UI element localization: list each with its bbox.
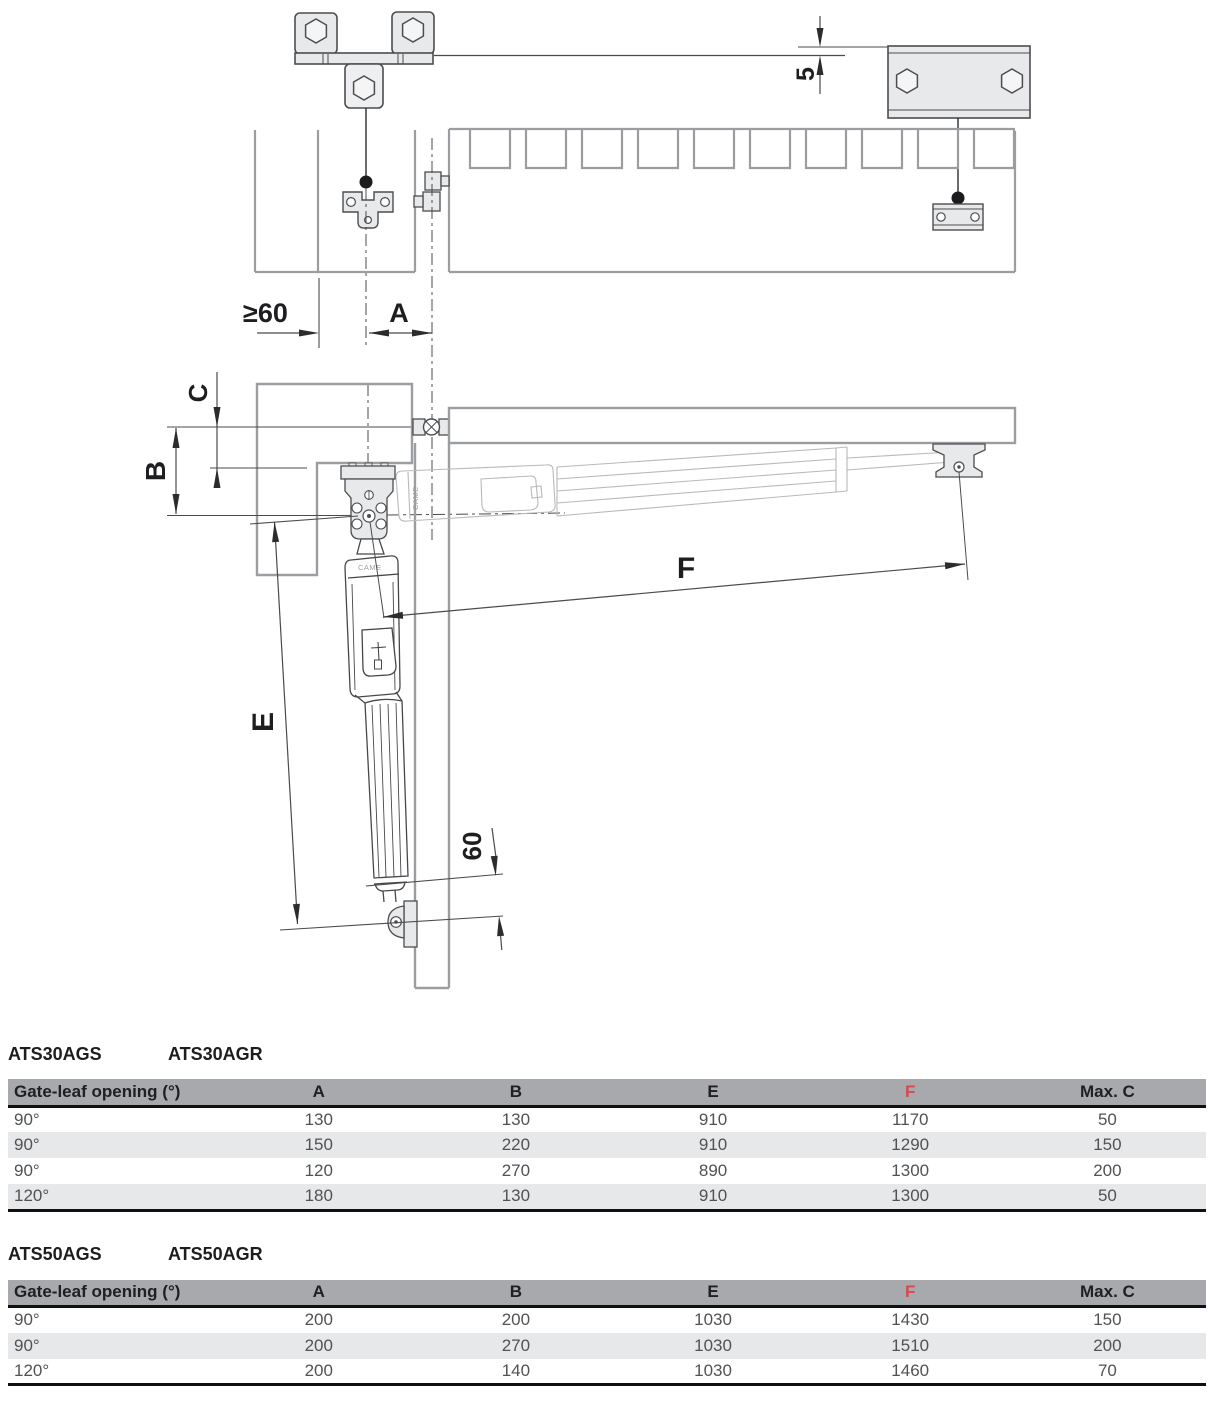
table-cell: 90° (14, 1335, 40, 1355)
table-cell: 200 (304, 1360, 333, 1380)
table-cell: 1510 (891, 1335, 930, 1355)
model-name: ATS30AGS (8, 1043, 102, 1064)
hex-bolt-icon (1002, 69, 1023, 93)
column-header: E (614, 1079, 811, 1106)
leader-dot (952, 192, 965, 205)
model-name: ATS30AGR (168, 1043, 263, 1064)
table-cell: 70 (1097, 1360, 1117, 1380)
table-cell: 90° (14, 1135, 40, 1154)
table-cell: 180 (304, 1186, 333, 1206)
table-cell: 50 (1097, 1186, 1117, 1206)
table-row (8, 1307, 1206, 1333)
foot-bracket (388, 901, 417, 947)
table-cell: 90° (14, 1161, 40, 1180)
table-cell: 1030 (694, 1360, 732, 1380)
table-cell: 1030 (694, 1310, 732, 1330)
column-header: F (812, 1280, 1009, 1307)
table-cell: 140 (501, 1360, 531, 1380)
column-header: Max. C (1009, 1280, 1206, 1307)
hinge-plan-view (413, 419, 451, 435)
table-cell: 1430 (891, 1310, 930, 1330)
gate-leaf-closed (449, 408, 1015, 443)
spec-table-ats50 (8, 1280, 1206, 1387)
column-header: Gate-leaf opening (°) (8, 1079, 220, 1106)
table-cell: 1170 (891, 1109, 929, 1129)
dimension-e (247, 516, 358, 924)
table-cell: 270 (501, 1161, 531, 1180)
dimension-min-clearance (243, 278, 319, 348)
column-header: Max. C (1009, 1079, 1206, 1106)
dim-c-label: C (183, 383, 213, 403)
brand-text: CAME (411, 486, 420, 510)
table-cell: 1460 (891, 1360, 930, 1380)
column-header: E (614, 1280, 811, 1307)
table-cell: 150 (1093, 1135, 1122, 1154)
column-header: Gate-leaf opening (°) (8, 1280, 220, 1307)
table-cell: 220 (501, 1135, 531, 1154)
table-cell: 120° (14, 1186, 50, 1206)
column-header: B (417, 1079, 614, 1106)
dim-b-label: B (140, 460, 171, 482)
table-cell: 1300 (891, 1161, 930, 1180)
model-name: ATS50AGR (168, 1244, 263, 1264)
table-cell: 1030 (694, 1335, 732, 1355)
table-cell: 200 (1093, 1335, 1122, 1355)
model-titles-2 (8, 1244, 1214, 1266)
table-cell: 200 (304, 1335, 333, 1355)
column-header: A (220, 1280, 417, 1307)
front-bracket-top-view (933, 204, 983, 230)
dim-a-label: A (389, 298, 409, 328)
actuator-open (345, 539, 408, 902)
table-cell: 910 (698, 1186, 728, 1206)
table-row (8, 1333, 1206, 1359)
column-header: A (220, 1079, 417, 1106)
table-cell: 910 (698, 1109, 728, 1129)
table-cell: 120° (14, 1360, 50, 1380)
leader-dot (360, 176, 373, 189)
table-cell: 890 (698, 1161, 728, 1180)
gate-plate-top-view (888, 46, 1030, 118)
min-clearance-label: ≥60 (243, 298, 288, 328)
gate-leaf-top-view (449, 129, 1015, 272)
brand-text: CAME (358, 563, 382, 572)
table-cell: 90° (14, 1310, 40, 1330)
table-cell: 90° (14, 1109, 40, 1129)
model-titles-1 (8, 1043, 1214, 1065)
table-cell: 1300 (891, 1186, 930, 1206)
table-cell: 130 (501, 1109, 531, 1129)
table-row (8, 1158, 1206, 1184)
table-cell: 200 (304, 1310, 333, 1330)
table-cell: 200 (501, 1310, 531, 1330)
rear-bracket-plan (341, 463, 395, 539)
table-cell: 270 (501, 1335, 531, 1355)
hex-bolt-icon (897, 69, 918, 93)
table-cell: 120 (304, 1161, 333, 1180)
table-cell: 200 (1093, 1161, 1122, 1180)
table-header-row (8, 1079, 1206, 1106)
dim-60-label: 60 (457, 831, 487, 861)
table-cell: 130 (501, 1186, 531, 1206)
dimension-b (140, 428, 180, 514)
table-row (8, 1359, 1206, 1385)
column-header: F (812, 1079, 1009, 1106)
table-cell: 150 (304, 1135, 333, 1154)
spec-table-ats30 (8, 1079, 1206, 1212)
table-row (8, 1184, 1206, 1210)
dim-e-label: E (247, 711, 280, 733)
table-cell: 130 (304, 1109, 333, 1129)
actuator-closed-ghost (396, 447, 951, 521)
dim-f-label: F (676, 552, 696, 585)
table-cell: 910 (698, 1135, 728, 1154)
table-row (8, 1106, 1206, 1132)
table-cell: 50 (1097, 1109, 1117, 1129)
dim-5-label: 5 (792, 67, 820, 81)
column-header: B (417, 1280, 614, 1307)
table-cell: 1290 (891, 1135, 930, 1154)
table-cell: 150 (1093, 1310, 1122, 1330)
fence-slats (470, 129, 1014, 168)
model-name: ATS50AGS (8, 1244, 102, 1264)
dimension-c (183, 372, 221, 488)
table-row (8, 1132, 1206, 1158)
rear-bracket-top-view (343, 192, 393, 228)
table-header-row (8, 1280, 1206, 1307)
dimension-a (369, 298, 432, 337)
